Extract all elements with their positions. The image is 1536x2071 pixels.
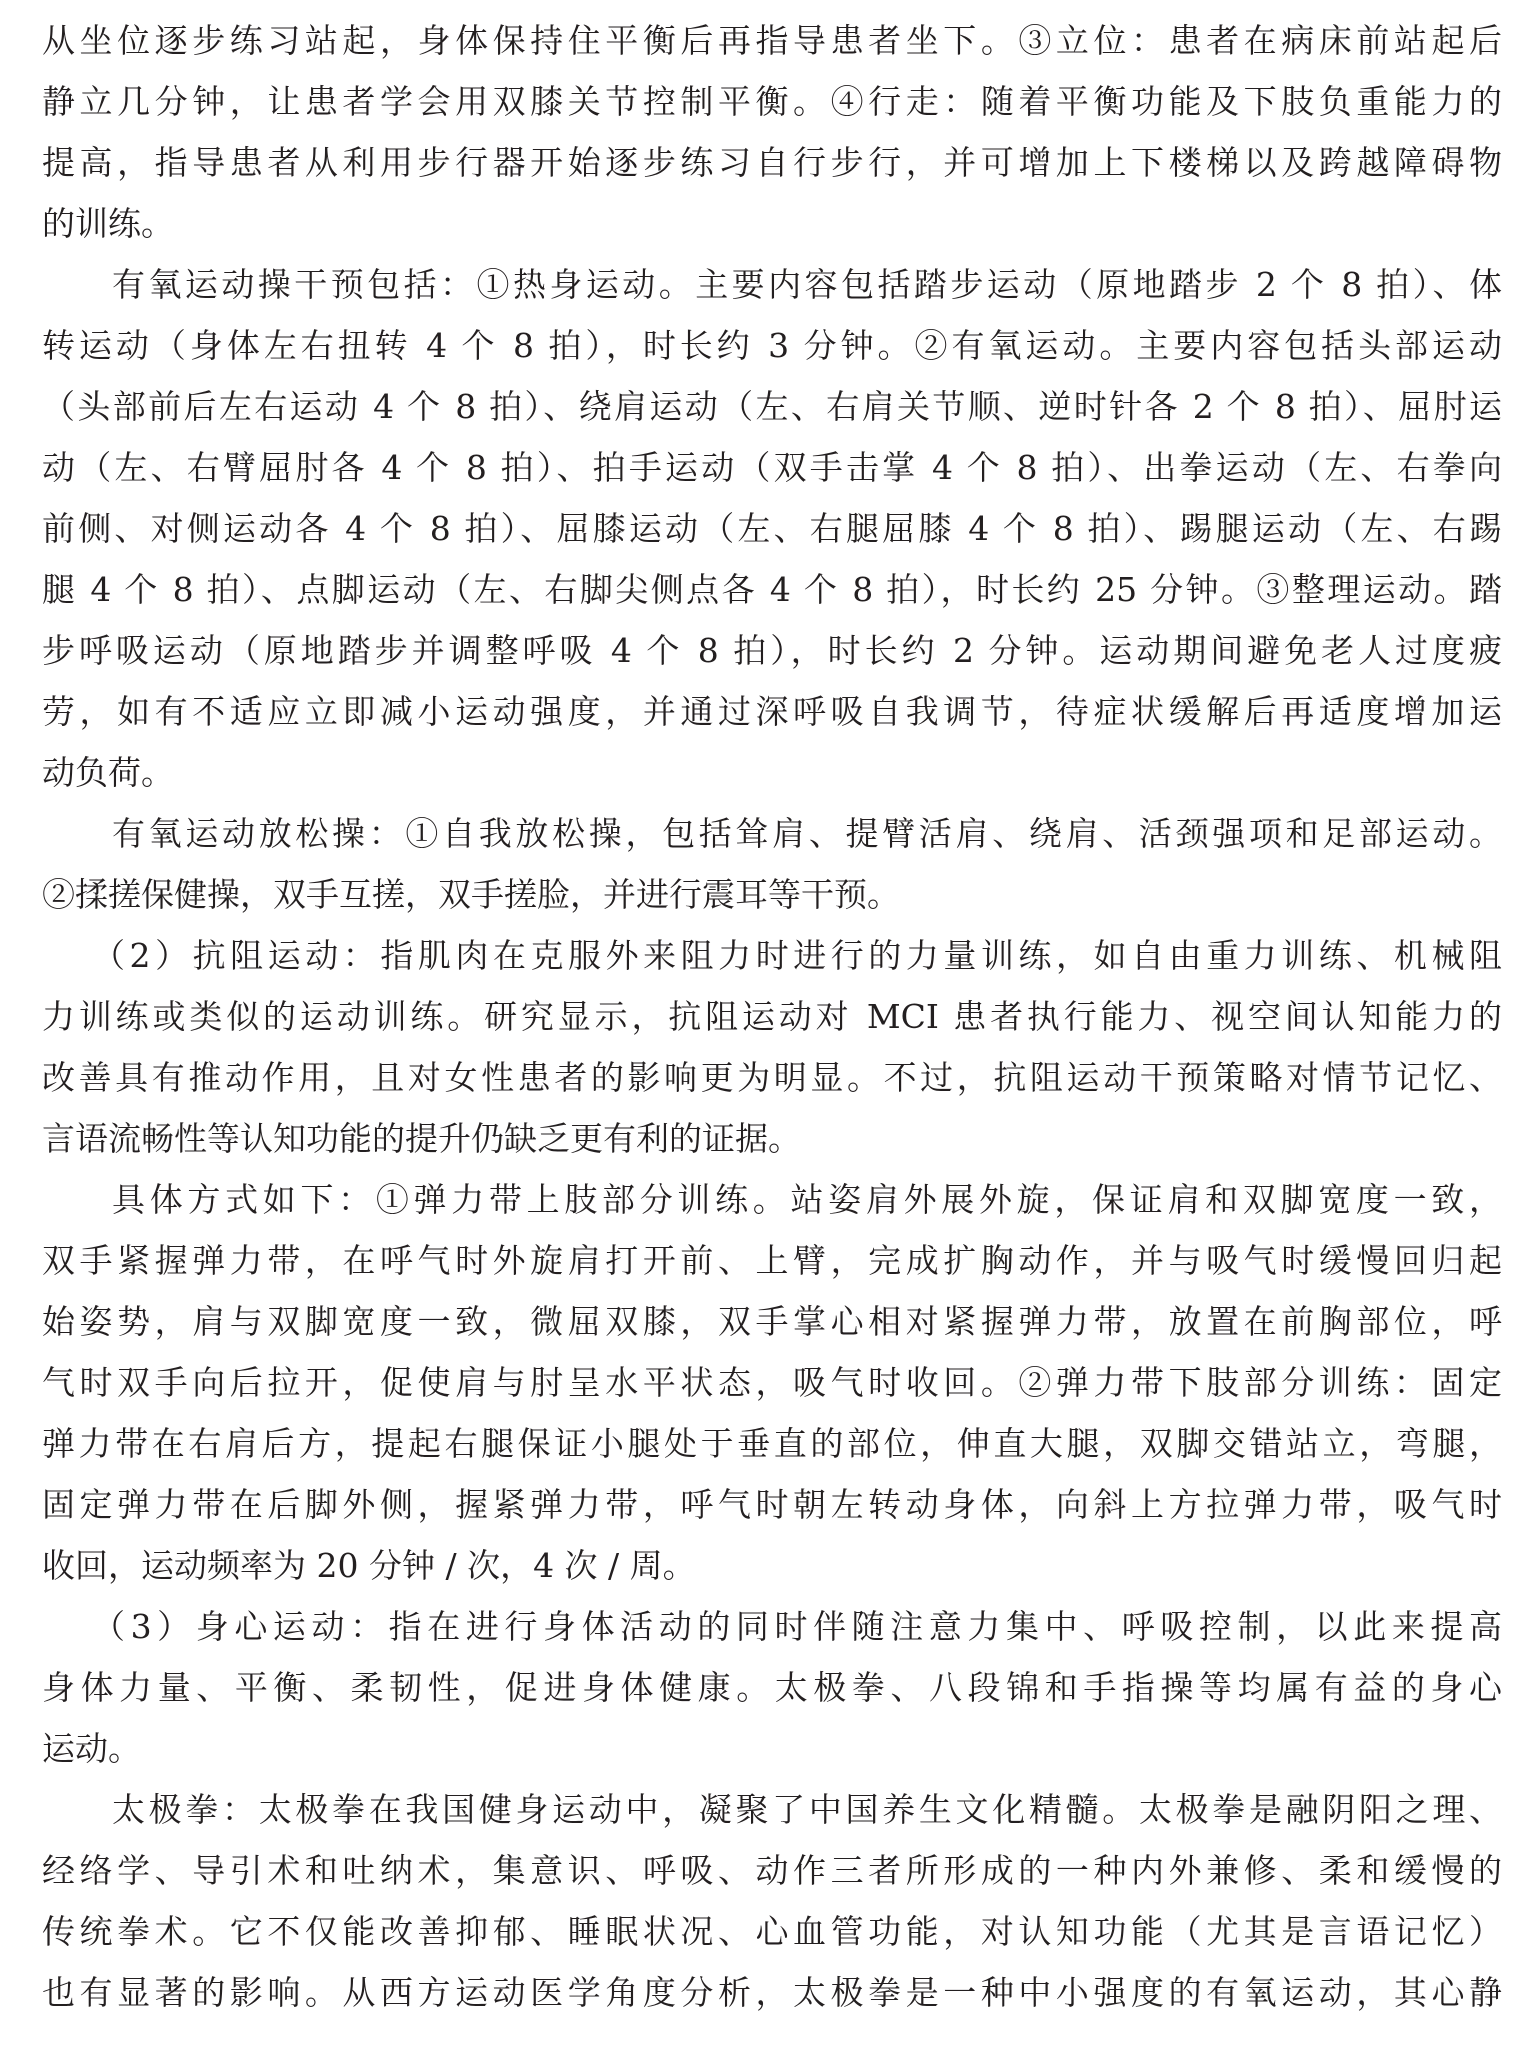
text-line: 前侧、对侧运动各 4 个 8 拍）、屈膝运动（左、右腿屈膝 4 个 8 拍）、踢腿运动（左、右踢 <box>42 509 1502 548</box>
text-line: 经络学、导引术和吐纳术，集意识、呼吸、动作三者所形成的一种内外兼修、柔和缓慢的 <box>42 1851 1502 1890</box>
text-line: 收回，运动频率为 20 分钟 / 次，4 次 / 周。 <box>42 1546 696 1585</box>
text-line: 也有显著的影响。从西方运动医学角度分析，太极拳是一种中小强度的有氧运动，其心静 <box>42 1973 1502 2012</box>
text-line: 固定弹力带在后脚外侧，握紧弹力带，呼气时朝左转动身体，向斜上方拉弹力带，吸气时 <box>42 1485 1502 1524</box>
text-line: 提高，指导患者从利用步行器开始逐步练习自行步行，并可增加上下楼梯以及跨越障碍物 <box>42 143 1502 182</box>
text-line: 气时双手向后拉开，促使肩与肘呈水平状态，吸气时收回。②弹力带下肢部分训练：固定 <box>42 1363 1502 1402</box>
text-line: 动（左、右臂屈肘各 4 个 8 拍）、拍手运动（双手击掌 4 个 8 拍）、出拳运动（左、右拳向 <box>42 448 1502 487</box>
paragraph-aerobic-exercise <box>42 254 1502 803</box>
text-line: （头部前后左右运动 4 个 8 拍）、绕肩运动（左、右肩关节顺、逆时针各 2 个 8 拍）、屈肘运 <box>42 387 1502 426</box>
text-line: 力训练或类似的运动训练。研究显示，抗阻运动对 MCI 患者执行能力、视空间认知能力的 <box>42 997 1502 1036</box>
text-line: 具体方式如下：①弹力带上肢部分训练。站姿肩外展外旋，保证肩和双脚宽度一致， <box>112 1180 1502 1219</box>
text-line: 改善具有推动作用，且对女性患者的影响更为明显。不过，抗阻运动干预策略对情节记忆、 <box>42 1058 1502 1097</box>
text-line: 言语流畅性等认知功能的提升仍缺乏更有利的证据。 <box>42 1119 801 1158</box>
text-line: 腿 4 个 8 拍）、点脚运动（左、右脚尖侧点各 4 个 8 拍），时长约 25 分钟。③整理运动。踏 <box>42 570 1502 609</box>
text-line: ②揉搓保健操，双手互搓，双手搓脸，并进行震耳等干预。 <box>42 875 900 914</box>
text-line: 动负荷。 <box>42 753 174 792</box>
text-line: （2）抗阻运动：指肌肉在克服外来阻力时进行的力量训练，如自由重力训练、机械阻 <box>92 936 1502 975</box>
text-line: 始姿势，肩与双脚宽度一致，微屈双膝，双手掌心相对紧握弹力带，放置在前胸部位，呼 <box>42 1302 1502 1341</box>
text-line: 从坐位逐步练习站起，身体保持住平衡后再指导患者坐下。③立位：患者在病床前站起后 <box>42 21 1502 60</box>
text-line: （3）身心运动：指在进行身体活动的同时伴随注意力集中、呼吸控制，以此来提高 <box>92 1607 1502 1646</box>
text-line: 有氧运动操干预包括：①热身运动。主要内容包括踏步运动（原地踏步 2 个 8 拍）、体 <box>112 265 1502 304</box>
paragraph-mind-body <box>42 1596 1502 1779</box>
text-line: 静立几分钟，让患者学会用双膝关节控制平衡。④行走：随着平衡功能及下肢负重能力的 <box>42 82 1502 121</box>
paragraph-tai-chi <box>42 1779 1502 2023</box>
text-line: 步呼吸运动（原地踏步并调整呼吸 4 个 8 拍），时长约 2 分钟。运动期间避免老人过度疲 <box>42 631 1502 670</box>
text-line: 的训练。 <box>42 204 174 243</box>
text-line: 弹力带在右肩后方，提起右腿保证小腿处于垂直的部位，伸直大腿，双脚交错站立，弯腿， <box>42 1424 1502 1463</box>
paragraph-elastic-band <box>42 1169 1502 1596</box>
text-line: 转运动（身体左右扭转 4 个 8 拍），时长约 3 分钟。②有氧运动。主要内容包括头部运动 <box>42 326 1502 365</box>
text-line: 传统拳术。它不仅能改善抑郁、睡眠状况、心血管功能，对认知功能（尤其是言语记忆） <box>42 1912 1502 1951</box>
document-page <box>42 0 1502 2023</box>
text-line: 太极拳：太极拳在我国健身运动中，凝聚了中国养生文化精髓。太极拳是融阴阳之理、 <box>112 1790 1502 1829</box>
paragraph-resistance-exercise <box>42 925 1502 1169</box>
text-line: 有氧运动放松操：①自我放松操，包括耸肩、提臂活肩、绕肩、活颈强项和足部运动。 <box>112 814 1502 853</box>
paragraph-standing-walking <box>42 0 1502 254</box>
text-line: 运动。 <box>42 1729 141 1768</box>
text-line: 双手紧握弹力带，在呼气时外旋肩打开前、上臂，完成扩胸动作，并与吸气时缓慢回归起 <box>42 1241 1502 1280</box>
text-line: 身体力量、平衡、柔韧性，促进身体健康。太极拳、八段锦和手指操等均属有益的身心 <box>42 1668 1502 1707</box>
paragraph-relaxation <box>42 803 1502 925</box>
text-line: 劳，如有不适应立即减小运动强度，并通过深呼吸自我调节，待症状缓解后再适度增加运 <box>42 692 1502 731</box>
